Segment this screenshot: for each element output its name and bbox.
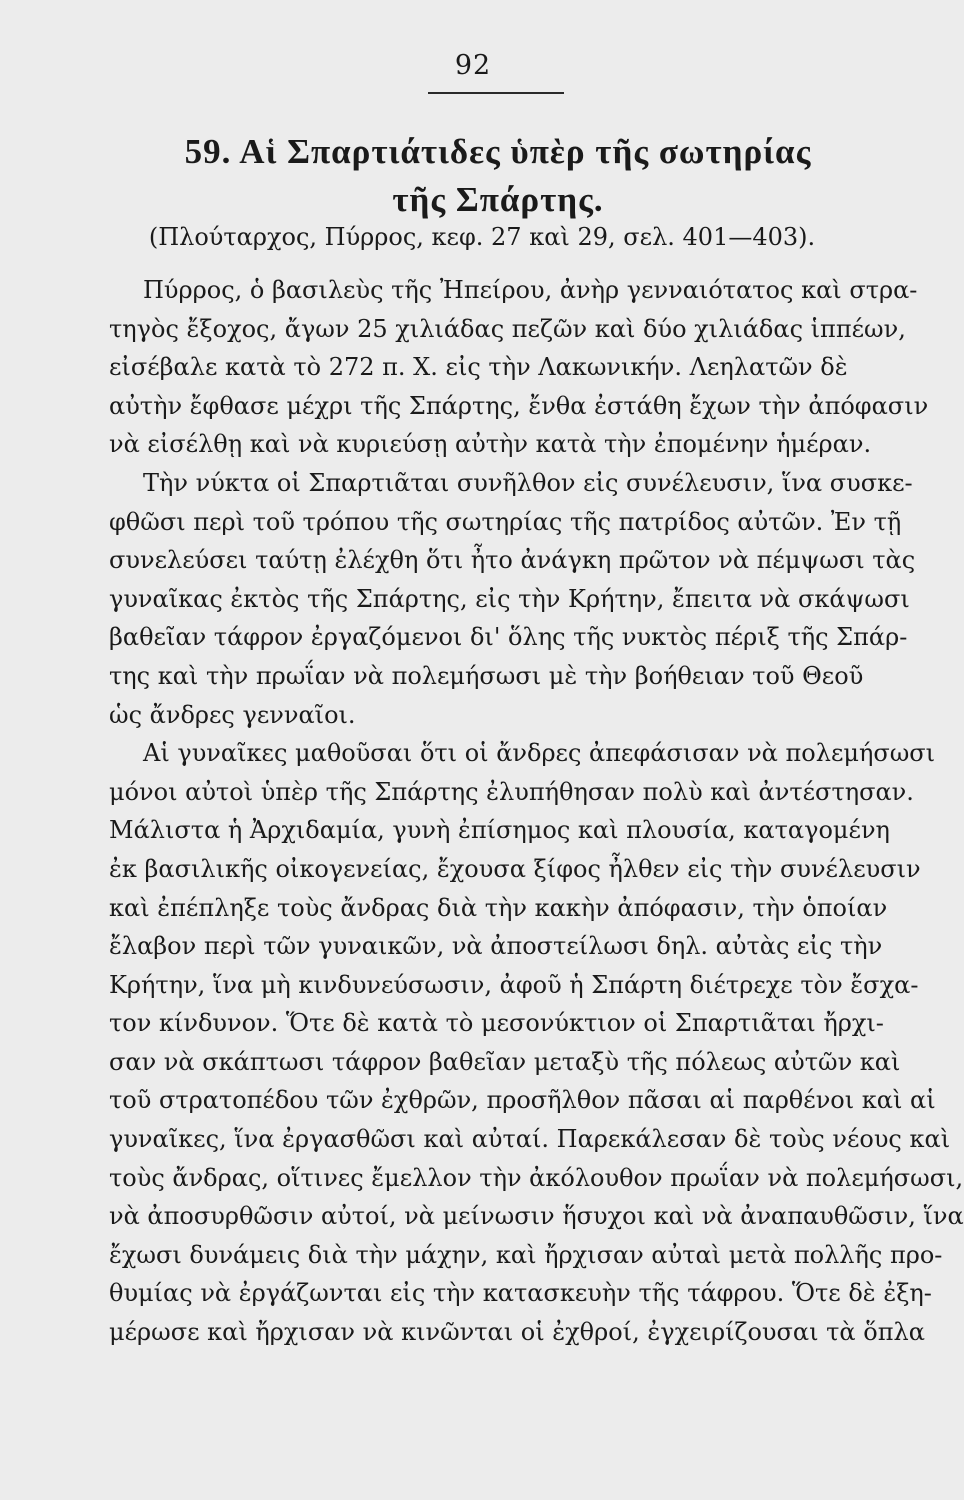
text-line: τοὺς ἄνδρας, οἵτινες ἔμελλον τὴν ἀκόλουθον πρωΐαν νὰ πολεμήσωσι, (109, 1163, 964, 1192)
text-line: φθῶσι περὶ τοῦ τρόπου τῆς σωτηρίας τῆς πατρίδος αὐτῶν. Ἐν τῇ (109, 507, 902, 536)
text-line: Τὴν νύκτα οἱ Σπαρτιᾶται συνῆλθον εἰς συνέλευσιν, ἵνα συσκε- (143, 468, 913, 497)
text-line: μέρωσε καὶ ἤρχισαν νὰ κινῶνται οἱ ἐχθροί, ἐγχειρίζουσαι τὰ ὅπλα (109, 1318, 925, 1347)
page-number: 92 (454, 50, 492, 81)
chapter-title-line-1: 59. Αἱ Σπαρτιάτιδες ὑπὲρ τῆς σωτηρίας (184, 132, 812, 171)
text-line: τοῦ στρατοπέδου τῶν ἐχθρῶν, προσῆλθον πᾶσαι αἱ παρθένοι καὶ αἱ (109, 1086, 936, 1115)
text-line: ὡς ἄνδρες γενναῖοι. (109, 700, 356, 729)
text-line: νὰ ἀποσυρθῶσιν αὐτοί, νὰ μείνωσιν ἥσυχοι καὶ νὰ ἀναπαυθῶσιν, ἵνα (109, 1202, 964, 1231)
text-line: σαν νὰ σκάπτωσι τάφρον βαθεῖαν μεταξὺ τῆς πόλεως αὐτῶν καὶ (109, 1047, 901, 1076)
body-text (109, 271, 964, 1352)
text-line: ἐκ βασιλικῆς οἰκογενείας, ἔχουσα ξίφος ἦλθεν εἰς τὴν συνέλευσιν (109, 854, 921, 883)
text-line: συνελεύσει ταύτῃ ἐλέχθη ὅτι ἦτο ἀνάγκη πρῶτον νὰ πέμψωσι τὰς (109, 546, 916, 575)
text-line: Αἱ γυναῖκες μαθοῦσαι ὅτι οἱ ἄνδρες ἀπεφάσισαν νὰ πολεμήσωσι (143, 739, 936, 768)
text-line: τηγὸς ἔξοχος, ἄγων 25 χιλιάδας πεζῶν καὶ δύο χιλιάδας ἱππέων, (109, 314, 906, 343)
text-line: Μάλιστα ἡ Ἀρχιδαμία, γυνὴ ἐπίσημος καὶ πλουσία, καταγομένη (109, 816, 890, 845)
text-line: Κρήτην, ἵνα μὴ κινδυνεύσωσιν, ἀφοῦ ἡ Σπάρτη διέτρεχε τὸν ἔσχα- (109, 970, 919, 999)
text-line: γυναῖκες, ἵνα ἐργασθῶσι καὶ αὐταί. Παρεκάλεσαν δὲ τοὺς νέους καὶ (109, 1125, 951, 1154)
text-line: θυμίας νὰ ἐργάζωνται εἰς τὴν κατασκευὴν τῆς τάφρου. Ὅτε δὲ ἐξη- (109, 1279, 932, 1308)
text-line: ἔλαβον περὶ τῶν γυναικῶν, νὰ ἀποστείλωσι δηλ. αὐτὰς εἰς τὴν (109, 932, 883, 961)
text-line: τον κίνδυνον. Ὅτε δὲ κατὰ τὸ μεσονύκτιον οἱ Σπαρτιᾶται ἤρχι- (109, 1009, 884, 1038)
source-citation: (Πλούταρχος, Πύρρος, κεφ. 27 καὶ 29, σελ. 401—403). (148, 223, 816, 251)
text-line: αὐτὴν ἔφθασε μέχρι τῆς Σπάρτης, ἔνθα ἐστάθη ἔχων τὴν ἀπόφασιν (109, 391, 929, 420)
text-line: εἰσέβαλε κατὰ τὸ 272 π. Χ. εἰς τὴν Λακωνικήν. Λεηλατῶν δὲ (109, 353, 848, 382)
page-number-rule (428, 92, 564, 94)
text-line: ἔχωσι δυνάμεις διὰ τὴν μάχην, καὶ ἤρχισαν αὐταὶ μετὰ πολλῆς προ- (109, 1240, 943, 1269)
text-line: γυναῖκας ἐκτὸς τῆς Σπάρτης, εἰς τὴν Κρήτην, ἔπειτα νὰ σκάψωσι (109, 584, 910, 613)
text-line: Πύρρος, ὁ βασιλεὺς τῆς Ἠπείρου, ἀνὴρ γενναιότατος καὶ στρα- (143, 276, 918, 304)
text-line: της καὶ τὴν πρωΐαν νὰ πολεμήσωσι μὲ τὴν βοήθειαν τοῦ Θεοῦ (109, 661, 864, 690)
text-line: νὰ εἰσέλθῃ καὶ νὰ κυριεύσῃ αὐτὴν κατὰ τὴν ἐπομένην ἡμέραν. (109, 430, 872, 459)
text-line: καὶ ἐπέπληξε τοὺς ἄνδρας διὰ τὴν κακὴν ἀπόφασιν, τὴν ὁποίαν (109, 893, 888, 922)
text-line: μόνοι αὐτοὶ ὑπὲρ τῆς Σπάρτης ἐλυπήθησαν πολὺ καὶ ἀντέστησαν. (109, 777, 914, 806)
chapter-title (118, 128, 878, 224)
text-line: βαθεῖαν τάφρον ἐργαζόμενοι δι' ὅλης τῆς νυκτὸς πέριξ τῆς Σπάρ- (109, 623, 908, 652)
chapter-title-line-2: τῆς Σπάρτης. (392, 180, 604, 219)
